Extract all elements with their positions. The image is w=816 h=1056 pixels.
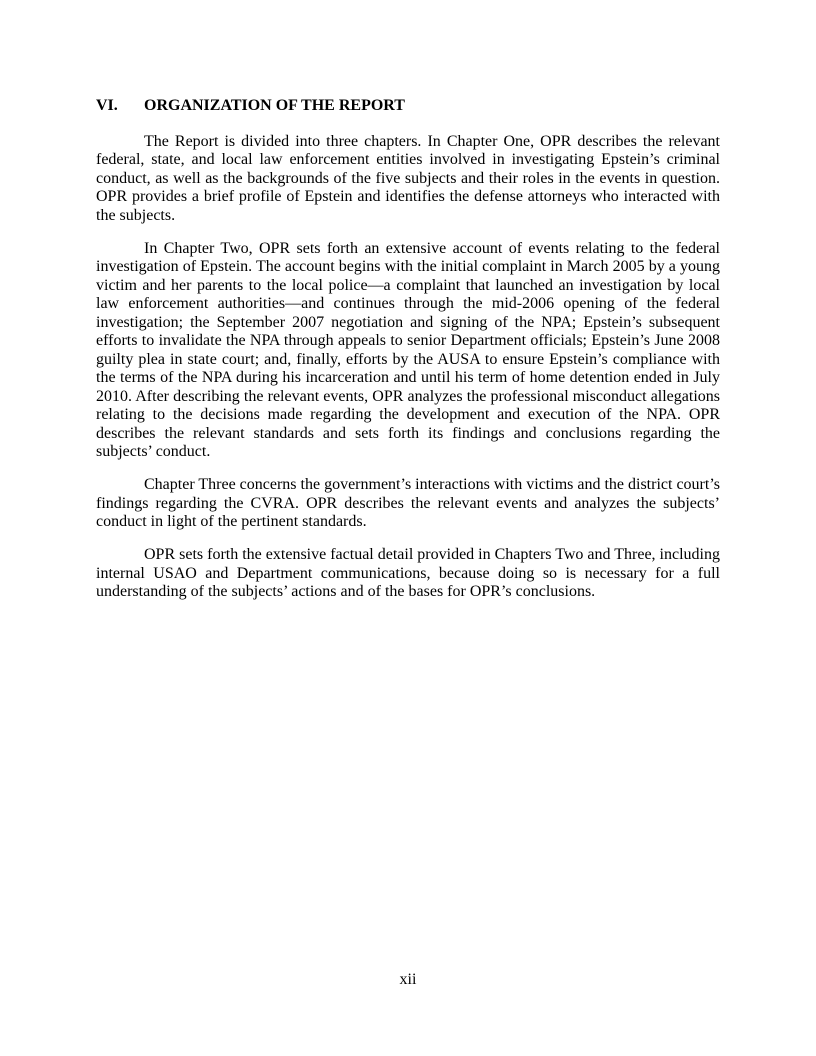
- section-title: ORGANIZATION OF THE REPORT: [144, 97, 405, 114]
- paragraph: In Chapter Two, OPR sets forth an extensive account of events relating to the federal investigation of Epstein. The account begins with the initial complaint in March 2005 by a young victim and her parents to the local police—a complaint that launched an investigation by local law enforcement authorities—and continues through the mid-2006 opening of the federal investigation; the September 2007 negotiation and signing of the NPA; Epstein’s subsequent efforts to invalidate the NPA through appeals to senior Department officials; Epstein’s June 2008 guilty plea in state court; and, finally, efforts by the AUSA to ensure Epstein’s compliance with the terms of the NPA during his incarceration and until his term of home detention ended in July 2010. After describing the relevant events, OPR analyzes the professional misconduct allegations relating to the decisions made regarding the development and execution of the NPA. OPR describes the relevant standards and sets forth its findings and conclusions regarding the subjects’ conduct.: [96, 239, 720, 460]
- paragraph: The Report is divided into three chapters. In Chapter One, OPR describes the relevant federal, state, and local law enforcement entities involved in investigating Epstein’s criminal conduct, as well as the backgrounds of the five subjects and their roles in the events in question. OPR provides a brief profile of Epstein and identifies the defense attorneys who interacted with the subjects.: [96, 132, 720, 224]
- page-content: [96, 97, 720, 602]
- paragraph: Chapter Three concerns the government’s interactions with victims and the district court’s findings regarding the CVRA. OPR describes the relevant events and analyzes the subjects’ conduct in light of the pertinent standards.: [96, 476, 720, 530]
- body-text: [96, 133, 720, 602]
- section-heading: [96, 97, 720, 116]
- section-number: VI.: [96, 97, 118, 114]
- page-number: xii: [399, 970, 417, 988]
- paragraph: OPR sets forth the extensive factual detail provided in Chapters Two and Three, including internal USAO and Department communications, because doing so is necessary for a full understanding of the subjects’ actions and of the bases for OPR’s conclusions.: [96, 546, 720, 600]
